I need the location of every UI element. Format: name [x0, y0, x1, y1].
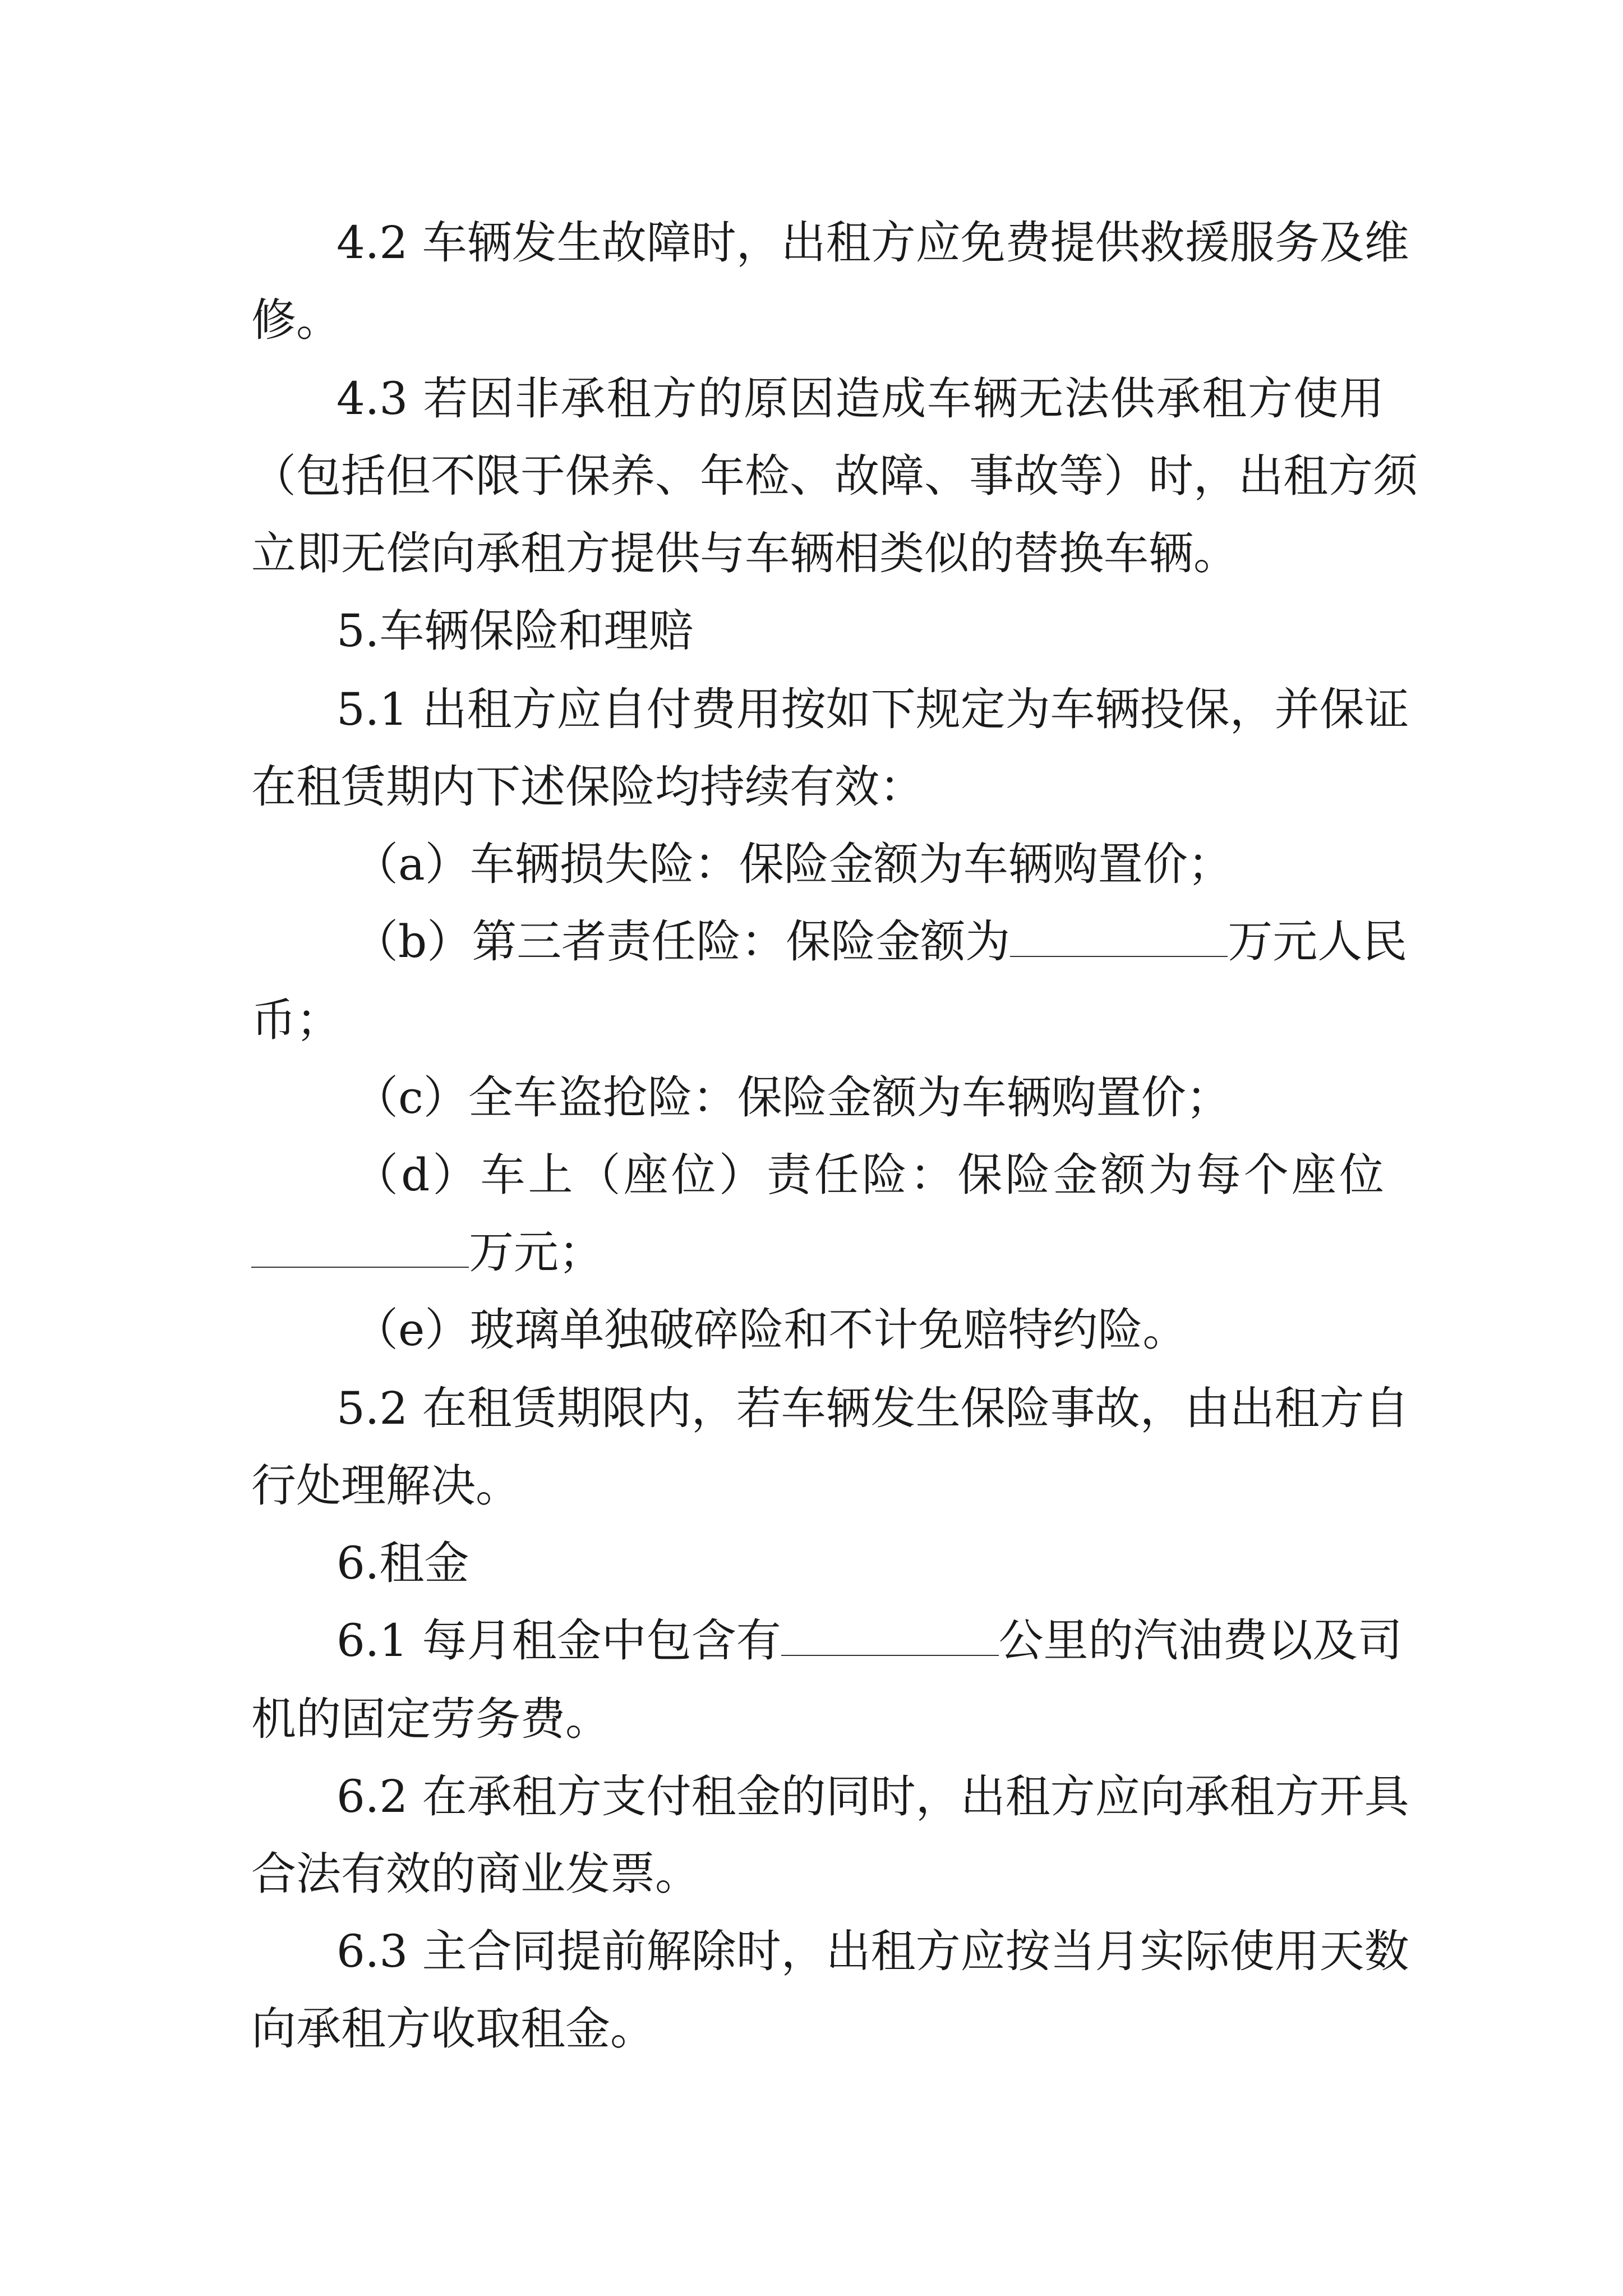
clause-4-3-line-3: 立即无偿向承租方提供与车辆相类似的替换车辆。 — [251, 527, 1238, 579]
clause-6-3-line-2: 向承租方收取租金。 — [251, 2003, 655, 2055]
clause-6-3-line-1: 6.3 主合同提前解除时，出租方应按当月实际使用天数 — [336, 1925, 1409, 1977]
section-6-heading: 6.租金 — [336, 1537, 469, 1589]
item-b-text: （b）第三者责任险：保险金额为 — [353, 915, 1011, 968]
fill-in-blank — [251, 1222, 469, 1268]
item-d-unit: 万元； — [469, 1226, 603, 1278]
clause-5-2-line-1: 5.2 在租赁期限内，若车辆发生保险事故，由出租方自 — [336, 1382, 1409, 1434]
clause-6-1-text: 6.1 每月租金中包含有 — [336, 1614, 781, 1667]
clause-5-1-line-2: 在租赁期内下述保险均持续有效： — [251, 761, 924, 813]
item-a: （a）车辆损失险：保险金额为车辆购置价； — [353, 838, 1233, 890]
clause-5-2-line-2: 行处理解决。 — [251, 1460, 520, 1512]
clause-4-3-line-1: 4.3 若因非承租方的原因造成车辆无法供承租方使用 — [336, 372, 1384, 425]
clause-5-1-line-1: 5.1 出租方应自付费用按如下规定为车辆投保，并保证 — [336, 683, 1409, 735]
clause-6-2-line-2: 合法有效的商业发票。 — [251, 1848, 700, 1900]
clause-6-1-cont: 公里的汽油费以及司 — [998, 1614, 1403, 1667]
item-b-line-1 — [353, 900, 1408, 984]
item-b-line-2: 币； — [251, 994, 341, 1046]
clause-6-2-line-1: 6.2 在承租方支付租金的同时，出租方应向承租方开具 — [336, 1770, 1409, 1823]
clause-6-1-line-2: 机的固定劳务费。 — [251, 1693, 610, 1745]
item-b-unit: 万元人民 — [1228, 915, 1408, 968]
item-c: （c）全车盗抢险：保险金额为车辆购置价； — [353, 1071, 1231, 1124]
item-d-line-1: （d）车上（座位）责任险：保险金额为每个座位 — [353, 1149, 1384, 1201]
item-e: （e）玻璃单独破碎险和不计免赔特约险。 — [353, 1304, 1188, 1356]
item-d-line-2 — [251, 1211, 1384, 1295]
section-5-heading: 5.车辆保险和理赔 — [336, 605, 694, 657]
fill-in-blank — [1010, 911, 1228, 957]
clause-4-2-line-2: 修。 — [251, 294, 341, 346]
fill-in-blank — [781, 1610, 999, 1656]
clause-4-3-line-2: （包括但不限于保养、年检、故障、事故等）时，出租方须 — [251, 450, 1418, 502]
clause-4-2-line-1: 4.2 车辆发生故障时，出租方应免费提供救援服务及维 — [336, 217, 1409, 269]
clause-6-1-line-1 — [336, 1599, 1403, 1683]
